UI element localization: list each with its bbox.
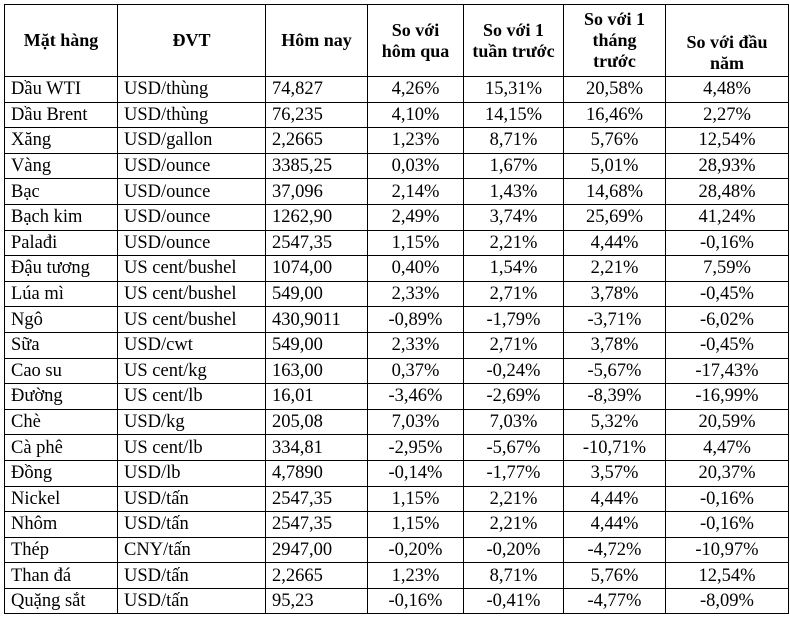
cell-vs-yesterday: -0,16% xyxy=(368,588,464,614)
table-header-row xyxy=(5,5,789,77)
cell-today: 3385,25 xyxy=(266,153,368,179)
cell-vs-year-start: -0,16% xyxy=(666,230,789,256)
cell-commodity: Thép xyxy=(5,537,118,563)
cell-vs-year-start: -0,45% xyxy=(666,332,789,358)
cell-today: 95,23 xyxy=(266,588,368,614)
cell-unit: USD/gallon xyxy=(118,128,266,154)
cell-vs-week: 8,71% xyxy=(464,563,564,589)
cell-vs-week: 3,74% xyxy=(464,204,564,230)
cell-unit: USD/ounce xyxy=(118,230,266,256)
cell-vs-year-start: 7,59% xyxy=(666,256,789,282)
cell-unit: US cent/bushel xyxy=(118,256,266,282)
cell-unit: USD/kg xyxy=(118,409,266,435)
cell-vs-yesterday: 1,23% xyxy=(368,128,464,154)
cell-today: 430,9011 xyxy=(266,307,368,333)
cell-vs-month: 4,44% xyxy=(564,230,666,256)
cell-today: 37,096 xyxy=(266,179,368,205)
cell-unit: USD/thùng xyxy=(118,102,266,128)
cell-vs-month: 5,76% xyxy=(564,128,666,154)
cell-vs-week: 7,03% xyxy=(464,409,564,435)
cell-vs-week: -2,69% xyxy=(464,384,564,410)
cell-today: 1262,90 xyxy=(266,204,368,230)
cell-vs-yesterday: 2,14% xyxy=(368,179,464,205)
cell-vs-week: 2,21% xyxy=(464,512,564,538)
cell-unit: US cent/kg xyxy=(118,358,266,384)
cell-vs-yesterday: 2,33% xyxy=(368,281,464,307)
cell-commodity: Nickel xyxy=(5,486,118,512)
cell-today: 2547,35 xyxy=(266,512,368,538)
cell-today: 334,81 xyxy=(266,435,368,461)
cell-vs-month: 3,57% xyxy=(564,460,666,486)
cell-today: 549,00 xyxy=(266,281,368,307)
cell-vs-yesterday: -0,14% xyxy=(368,460,464,486)
cell-vs-yesterday: 2,49% xyxy=(368,204,464,230)
table-row xyxy=(5,384,789,410)
table-row xyxy=(5,563,789,589)
table-row xyxy=(5,256,789,282)
table-row xyxy=(5,358,789,384)
cell-today: 2547,35 xyxy=(266,230,368,256)
cell-vs-yesterday: -3,46% xyxy=(368,384,464,410)
cell-vs-yesterday: -0,20% xyxy=(368,537,464,563)
cell-vs-week: -0,24% xyxy=(464,358,564,384)
header-today: Hôm nay xyxy=(266,5,368,77)
table-row xyxy=(5,204,789,230)
cell-commodity: Bạc xyxy=(5,179,118,205)
cell-today: 76,235 xyxy=(266,102,368,128)
cell-unit: USD/tấn xyxy=(118,563,266,589)
cell-unit: US cent/lb xyxy=(118,384,266,410)
cell-vs-year-start: 4,47% xyxy=(666,435,789,461)
cell-vs-year-start: 2,27% xyxy=(666,102,789,128)
cell-today: 205,08 xyxy=(266,409,368,435)
cell-today: 1074,00 xyxy=(266,256,368,282)
cell-unit: USD/ounce xyxy=(118,153,266,179)
cell-commodity: Vàng xyxy=(5,153,118,179)
cell-unit: USD/thùng xyxy=(118,77,266,103)
cell-vs-month: -4,77% xyxy=(564,588,666,614)
cell-vs-yesterday: -2,95% xyxy=(368,435,464,461)
cell-vs-month: 25,69% xyxy=(564,204,666,230)
cell-unit: USD/tấn xyxy=(118,512,266,538)
cell-today: 549,00 xyxy=(266,332,368,358)
cell-vs-year-start: 28,93% xyxy=(666,153,789,179)
cell-vs-year-start: -8,09% xyxy=(666,588,789,614)
cell-vs-year-start: 4,48% xyxy=(666,77,789,103)
cell-vs-month: 14,68% xyxy=(564,179,666,205)
cell-commodity: Chè xyxy=(5,409,118,435)
cell-vs-week: -1,79% xyxy=(464,307,564,333)
cell-vs-month: 3,78% xyxy=(564,332,666,358)
cell-unit: US cent/bushel xyxy=(118,307,266,333)
cell-vs-year-start: 28,48% xyxy=(666,179,789,205)
header-commodity: Mặt hàng xyxy=(5,5,118,77)
cell-vs-year-start: 20,59% xyxy=(666,409,789,435)
table-row xyxy=(5,128,789,154)
cell-commodity: Nhôm xyxy=(5,512,118,538)
table-row xyxy=(5,486,789,512)
cell-vs-week: -0,41% xyxy=(464,588,564,614)
cell-today: 163,00 xyxy=(266,358,368,384)
cell-today: 4,7890 xyxy=(266,460,368,486)
cell-today: 16,01 xyxy=(266,384,368,410)
cell-vs-week: 2,21% xyxy=(464,230,564,256)
cell-commodity: Lúa mì xyxy=(5,281,118,307)
cell-vs-year-start: -17,43% xyxy=(666,358,789,384)
cell-vs-month: 3,78% xyxy=(564,281,666,307)
cell-vs-year-start: 41,24% xyxy=(666,204,789,230)
table-body xyxy=(5,77,789,614)
cell-vs-yesterday: 0,40% xyxy=(368,256,464,282)
cell-unit: US cent/lb xyxy=(118,435,266,461)
cell-vs-year-start: -0,16% xyxy=(666,486,789,512)
cell-vs-yesterday: 2,33% xyxy=(368,332,464,358)
cell-vs-month: 4,44% xyxy=(564,486,666,512)
cell-vs-month: 5,76% xyxy=(564,563,666,589)
cell-vs-month: 5,32% xyxy=(564,409,666,435)
table-row xyxy=(5,153,789,179)
table-row xyxy=(5,537,789,563)
cell-commodity: Bạch kim xyxy=(5,204,118,230)
cell-vs-week: 2,21% xyxy=(464,486,564,512)
cell-vs-week: 1,67% xyxy=(464,153,564,179)
cell-today: 74,827 xyxy=(266,77,368,103)
cell-today: 2947,00 xyxy=(266,537,368,563)
table-row xyxy=(5,512,789,538)
cell-vs-week: -5,67% xyxy=(464,435,564,461)
cell-today: 2547,35 xyxy=(266,486,368,512)
header-vs-yesterday: So với hôm qua xyxy=(368,5,464,77)
cell-vs-week: 1,54% xyxy=(464,256,564,282)
cell-vs-week: 2,71% xyxy=(464,281,564,307)
cell-vs-month: 16,46% xyxy=(564,102,666,128)
cell-vs-month: -8,39% xyxy=(564,384,666,410)
cell-vs-yesterday: 1,15% xyxy=(368,230,464,256)
cell-unit: CNY/tấn xyxy=(118,537,266,563)
header-unit: ĐVT xyxy=(118,5,266,77)
cell-commodity: Dầu WTI xyxy=(5,77,118,103)
cell-vs-week: 1,43% xyxy=(464,179,564,205)
cell-vs-year-start: -0,45% xyxy=(666,281,789,307)
cell-vs-year-start: -6,02% xyxy=(666,307,789,333)
cell-commodity: Sữa xyxy=(5,332,118,358)
cell-commodity: Cao su xyxy=(5,358,118,384)
cell-vs-month: -10,71% xyxy=(564,435,666,461)
cell-unit: USD/ounce xyxy=(118,204,266,230)
table-row xyxy=(5,77,789,103)
cell-vs-month: 20,58% xyxy=(564,77,666,103)
cell-unit: USD/tấn xyxy=(118,588,266,614)
cell-vs-month: 4,44% xyxy=(564,512,666,538)
cell-vs-month: 2,21% xyxy=(564,256,666,282)
cell-vs-year-start: 12,54% xyxy=(666,128,789,154)
cell-unit: USD/ounce xyxy=(118,179,266,205)
table-row xyxy=(5,409,789,435)
cell-vs-year-start: -16,99% xyxy=(666,384,789,410)
cell-vs-yesterday: 1,15% xyxy=(368,486,464,512)
cell-commodity: Than đá xyxy=(5,563,118,589)
cell-vs-year-start: 20,37% xyxy=(666,460,789,486)
table-row xyxy=(5,588,789,614)
cell-vs-yesterday: -0,89% xyxy=(368,307,464,333)
table-row xyxy=(5,332,789,358)
cell-vs-yesterday: 1,15% xyxy=(368,512,464,538)
cell-vs-week: 2,71% xyxy=(464,332,564,358)
cell-commodity: Đồng xyxy=(5,460,118,486)
cell-vs-week: -0,20% xyxy=(464,537,564,563)
table-row xyxy=(5,307,789,333)
cell-vs-week: -1,77% xyxy=(464,460,564,486)
cell-commodity: Xăng xyxy=(5,128,118,154)
table-row xyxy=(5,230,789,256)
cell-vs-yesterday: 7,03% xyxy=(368,409,464,435)
cell-vs-yesterday: 4,10% xyxy=(368,102,464,128)
cell-vs-yesterday: 4,26% xyxy=(368,77,464,103)
cell-vs-month: 5,01% xyxy=(564,153,666,179)
cell-vs-month: -3,71% xyxy=(564,307,666,333)
cell-vs-yesterday: 0,03% xyxy=(368,153,464,179)
cell-vs-yesterday: 1,23% xyxy=(368,563,464,589)
cell-commodity: Quặng sắt xyxy=(5,588,118,614)
header-vs-week: So với 1 tuần trước xyxy=(464,5,564,77)
cell-unit: USD/tấn xyxy=(118,486,266,512)
cell-vs-yesterday: 0,37% xyxy=(368,358,464,384)
cell-commodity: Dầu Brent xyxy=(5,102,118,128)
cell-unit: USD/cwt xyxy=(118,332,266,358)
cell-vs-month: -4,72% xyxy=(564,537,666,563)
cell-vs-year-start: 12,54% xyxy=(666,563,789,589)
table-row xyxy=(5,460,789,486)
cell-vs-week: 15,31% xyxy=(464,77,564,103)
cell-unit: USD/lb xyxy=(118,460,266,486)
cell-vs-year-start: -0,16% xyxy=(666,512,789,538)
table-row xyxy=(5,102,789,128)
cell-vs-week: 8,71% xyxy=(464,128,564,154)
cell-commodity: Ngô xyxy=(5,307,118,333)
cell-commodity: Cà phê xyxy=(5,435,118,461)
cell-unit: US cent/bushel xyxy=(118,281,266,307)
header-vs-month: So với 1 tháng trước xyxy=(564,5,666,77)
cell-commodity: Đường xyxy=(5,384,118,410)
table-row xyxy=(5,179,789,205)
cell-today: 2,2665 xyxy=(266,128,368,154)
cell-vs-week: 14,15% xyxy=(464,102,564,128)
header-vs-year-start: So với đầu năm xyxy=(666,5,789,77)
table-row xyxy=(5,281,789,307)
cell-commodity: Palađi xyxy=(5,230,118,256)
commodity-price-table xyxy=(4,4,789,614)
cell-vs-month: -5,67% xyxy=(564,358,666,384)
cell-commodity: Đậu tương xyxy=(5,256,118,282)
cell-today: 2,2665 xyxy=(266,563,368,589)
cell-vs-year-start: -10,97% xyxy=(666,537,789,563)
table-row xyxy=(5,435,789,461)
